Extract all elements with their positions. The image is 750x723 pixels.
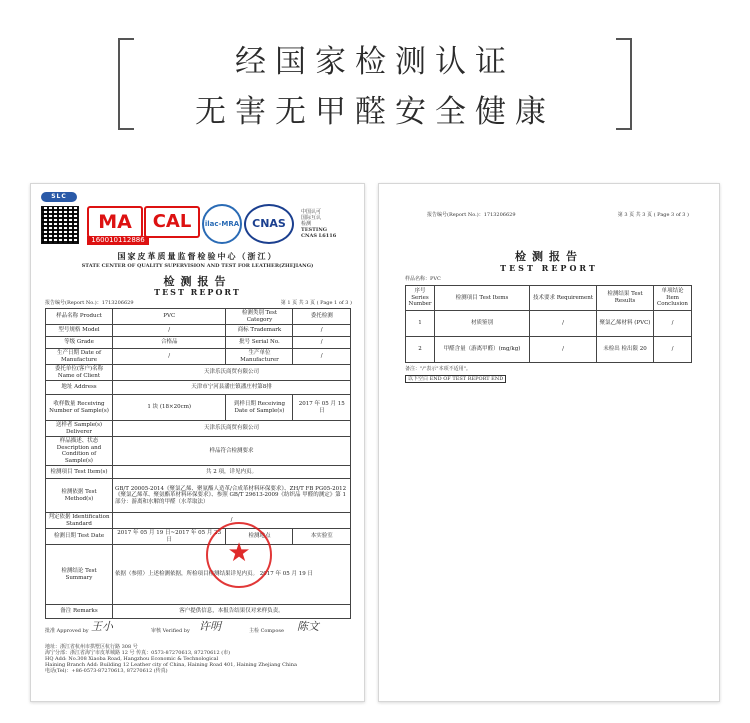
table-header-row: 序号 Series Number 检测项目 Test Items 技术要求 Requirement 检测结果 Test Results 单项结论 Item Conclusion: [406, 286, 692, 311]
header-banner: [0, 0, 750, 170]
table-row: 委托单位(客户)名称 Name of Client 天津乐沃商贸有限公司: [46, 365, 351, 381]
table-row: 检测项目 Test Item(s) 共 2 项，详见内页。: [46, 466, 351, 479]
headline-line-1: 经国家检测认证: [235, 44, 515, 80]
table-row: 收样数量 Receiving Number of Sample(s) 1 块 (18×20cm) 到样日期 Receiving Date of Sample(s) 2017 年 05 月 15 日: [46, 395, 351, 421]
table-row: 检测结论 Test Summary 依据（参照）上述检测依据，所检项目检测结果详见内页。 2017 年 05 月 19 日: [46, 545, 351, 605]
cma-logo: MA: [87, 206, 143, 238]
table-row: 1 材质鉴别 / 聚氯乙烯材料 (PVC) /: [406, 310, 692, 336]
results-table: [405, 285, 692, 363]
footer-address: 地址：浙江省杭州市拱墅区杭行路 308 号 海宁分部：浙江省海宁市皮革城路 12 号 传真：0573-87270613, 87270612 (市) HQ Add: No.308 Xiaoba Road, Hangzhou Economic & Technological Haining Branch Add: Building 12 Leather city of China, Haining Road 401, Haining Zhejiang China 电话(Tel)：+86-0573-87270613, 87270612 (传真): [45, 644, 297, 674]
report-title-cn: 检测报告: [163, 275, 232, 288]
stamp-star-icon: ★: [227, 538, 251, 568]
verified-by-label: 审核 Verified by: [151, 628, 190, 634]
table-row: 备注 Remarks 客户提供信息，本报告结果仅对来样负责。: [46, 605, 351, 619]
center-name-cn: 国家皮革质量监督检验中心（浙江）: [117, 251, 278, 261]
verifier-signature: 许明: [199, 620, 221, 633]
approved-by-label: 批准 Approved by: [45, 628, 89, 634]
table-row: 2 甲醛含量（游离甲醛）(mg/kg) / 未检出 检出限 20 /: [406, 336, 692, 362]
report-number: 报告编号(Report No.)：1713206629: [45, 300, 134, 306]
compose-label: 主检 Compose: [249, 628, 284, 634]
table-row: 检测日期 Test Date 2017 年 05 月 19 日~2017 年 05 月 23 日 检测地点 本实验室: [46, 529, 351, 545]
slc-logo: SLC: [41, 192, 77, 202]
report-title-en: TEST REPORT: [154, 287, 241, 297]
report-info-table: [45, 308, 351, 619]
end-of-report: [405, 376, 506, 382]
table-row: 地址 Address 天津市宁河县潘庄镇潘庄村第8排: [46, 381, 351, 395]
cnas-logo: CNAS: [244, 204, 294, 244]
table-row: 生产日期 Date of Manufacture / 生产单位 Manufacturer /: [46, 349, 351, 365]
table-row: 检测依据 Test Method(s) GB/T 20005-2014《聚氯乙烯、聚氨酯人造革/合成革材料环保要求》、ZH/T FB PG05-2012《聚氯乙烯革、聚氨酯革材料环保要求》、参照 GB/T 29613-2009《纺织品 甲醛的测定》第 1 部分：游离和水解的甲醛（水萃取法）: [46, 479, 351, 513]
headline-line-2: 无害无甲醛安全健康: [195, 94, 555, 130]
table-note: 备注："/"表示"本项不适用"。: [405, 366, 471, 372]
table-row: 判定依据 Identification Standard /: [46, 513, 351, 529]
report-title-cn: 检测报告: [515, 250, 583, 263]
report-page-1: [30, 183, 365, 702]
table-row: 样品描述、状态 Description and Condition of Sample(s) 样品符合检测要求: [46, 437, 351, 466]
product-name: 样品名称：PVC: [405, 276, 441, 282]
cal-logo: CAL: [144, 206, 200, 238]
report-page-3: [378, 183, 720, 702]
page-info: 第 1 页 共 3 页 ( Page 1 of 3 ): [280, 300, 352, 306]
official-stamp-icon: [206, 522, 272, 588]
page-info: 第 3 页 共 3 页 ( Page 3 of 3 ): [617, 212, 689, 218]
table-row: 等级 Grade 合格品 批号 Serial No. /: [46, 337, 351, 349]
center-name-en: STATE CENTER OF QUALITY SUPERVISION AND TEST FOR LEATHER(ZHEJIANG): [81, 263, 314, 269]
cma-reg-number: 160010112886: [87, 236, 149, 245]
compose-signature: 陈文: [297, 620, 319, 633]
cnas-accreditation-text: 中国认可 国际互认 检测 TESTING CNAS L6116: [301, 209, 337, 239]
ilac-mra-logo: ilac-MRA: [202, 204, 242, 244]
end-of-report-label: 以下空白 END OF TEST REPORT END: [405, 375, 506, 383]
approver-signature: 王小: [91, 620, 113, 633]
table-row: 送样者 Sample(s) Deliverer 天津乐沃商贸有限公司: [46, 421, 351, 437]
table-row: 型号规格 Model / 商标 Trademark /: [46, 325, 351, 337]
qr-code-icon: [41, 206, 79, 244]
table-row: 样品名称 Product PVC 检测类别 Test Category 委托检测: [46, 309, 351, 325]
report-title-en: TEST REPORT: [500, 263, 598, 273]
report-number: 报告编号(Report No.)：1713206629: [427, 212, 516, 218]
